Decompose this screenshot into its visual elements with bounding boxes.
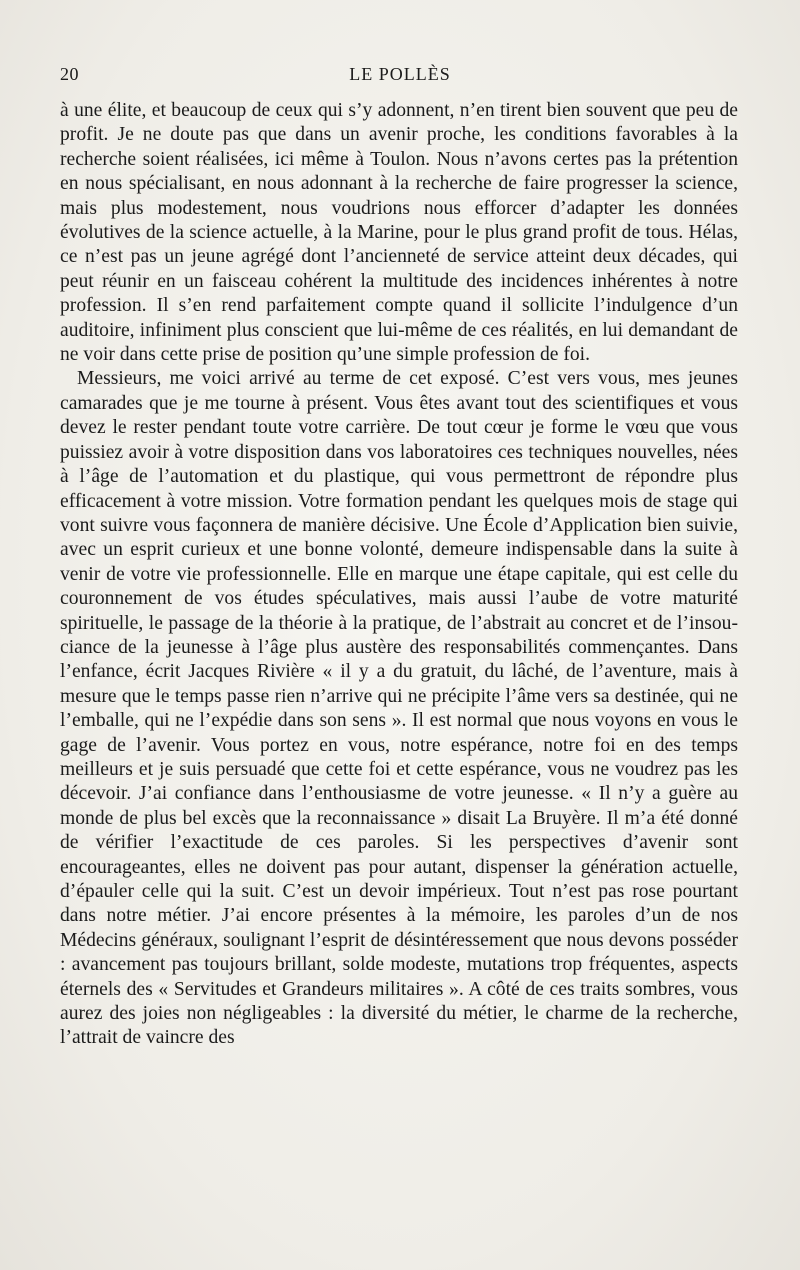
paragraph-continued: à une élite, et beaucoup de ceux qui s’y adonnent, n’en tirent bien souvent que peu de profit. Je ne doute pas que dans un avenir proche, les conditions favorables à la recherche soient réalisées, ici même à Toulon. Nous n’avons certes pas la prétention en nous spécialisant, en nous adonnant à la recherche de faire progresser la science, mais plus modestement, nous voudrions nous efforcer d’adapter les données évolutives de la science actuelle, à la Marine, pour le plus grand profit de tous. Hélas, ce n’est pas un jeune agrégé dont l’ancienneté de service atteint deux décades, qui peut réunir en un faisceau cohérent la multitude des incidences inhérentes à notre profession. Il s’en rend parfaitement compte quand il sollicite l’indulgence d’un auditoire, infiniment plus conscient que lui-même de ces réalités, en lui demandant de ne voir dans cette prise de position qu’une simple profession de foi.: [60, 100, 738, 366]
page-number: 20: [60, 64, 79, 84]
running-head: [60, 64, 740, 88]
paragraph-messieurs: Messieurs, me voici arrivé au terme de cet exposé. C’est vers vous, mes jeunes camarades que je me tourne à présent. Vous êtes avant tout des scientifiques et vous devez le rester pendant toute votre carrière. De tout cœur je forme le vœu que vous puissiez avoir à votre disposition dans vos laboratoires ces techniques nouvelles, nées à l’âge de l’automation et du plastique, qui vous permettront de répondre plus efficacement à votre mission. Votre formation pendant les quelques mois de stage qui vont suivre vous façonnera de manière décisive. Une École d’Application bien suivie, avec un esprit curieux et une bonne volonté, demeure indispensable dans la suite à venir de votre vie professionnelle. Elle en marque une étape capitale, qui est celle du couronnement de vos études spéculatives, mais aussi l’aube de votre maturité spirituelle, le passage de la théorie à la pratique, de l’abstrait au concret et de l’insouciance de la jeunesse à l’âge plus austère des responsabilités commençantes. Dans l’enfance, écrit Jacques Rivière « il y a du gratuit, du lâché, de l’aventure, mais à mesure que le temps passe rien n’arrive qui ne précipite l’âme vers sa destinée, qui ne l’emballe, qui ne l’expédie dans son sens ». Il est normal que nous voyons en vous le gage de l’avenir. Vous portez en vous, notre espérance, notre foi en des temps meilleurs et je suis persuadé que cette foi et cette espérance, vous ne voudrez pas les décevoir. J’ai confiance dans l’enthousiasme de votre jeunesse. « Il n’y a guère au monde de plus bel excès que la reconnaissance » disait La Bruyère. Il m’a été donné de vérifier l’exactitude de ces paroles. Si les perspectives d’avenir sont encourageantes, elles ne doivent pas pour autant, dispenser la génération actuelle, d’épauler celle qui la suit. C’est un devoir impérieux. Tout n’est pas rose pourtant dans notre métier. J’ai encore présentes à la mémoire, les paroles d’un de nos Médecins généraux, soulignant l’esprit de désintéressement que nous devons posséder : avancement pas toujours brillant, solde modeste, mutations trop fréquentes, aspects éternels des « Servitudes et Grandeurs militaires ». A côté de ces traits sombres, vous aurez des joies non négligeables : la diversité du métier, le charme de la recherche, l’attrait de vaincre des: [60, 368, 738, 1049]
body-text: [60, 99, 738, 1051]
running-title: LE POLLÈS: [349, 64, 451, 84]
